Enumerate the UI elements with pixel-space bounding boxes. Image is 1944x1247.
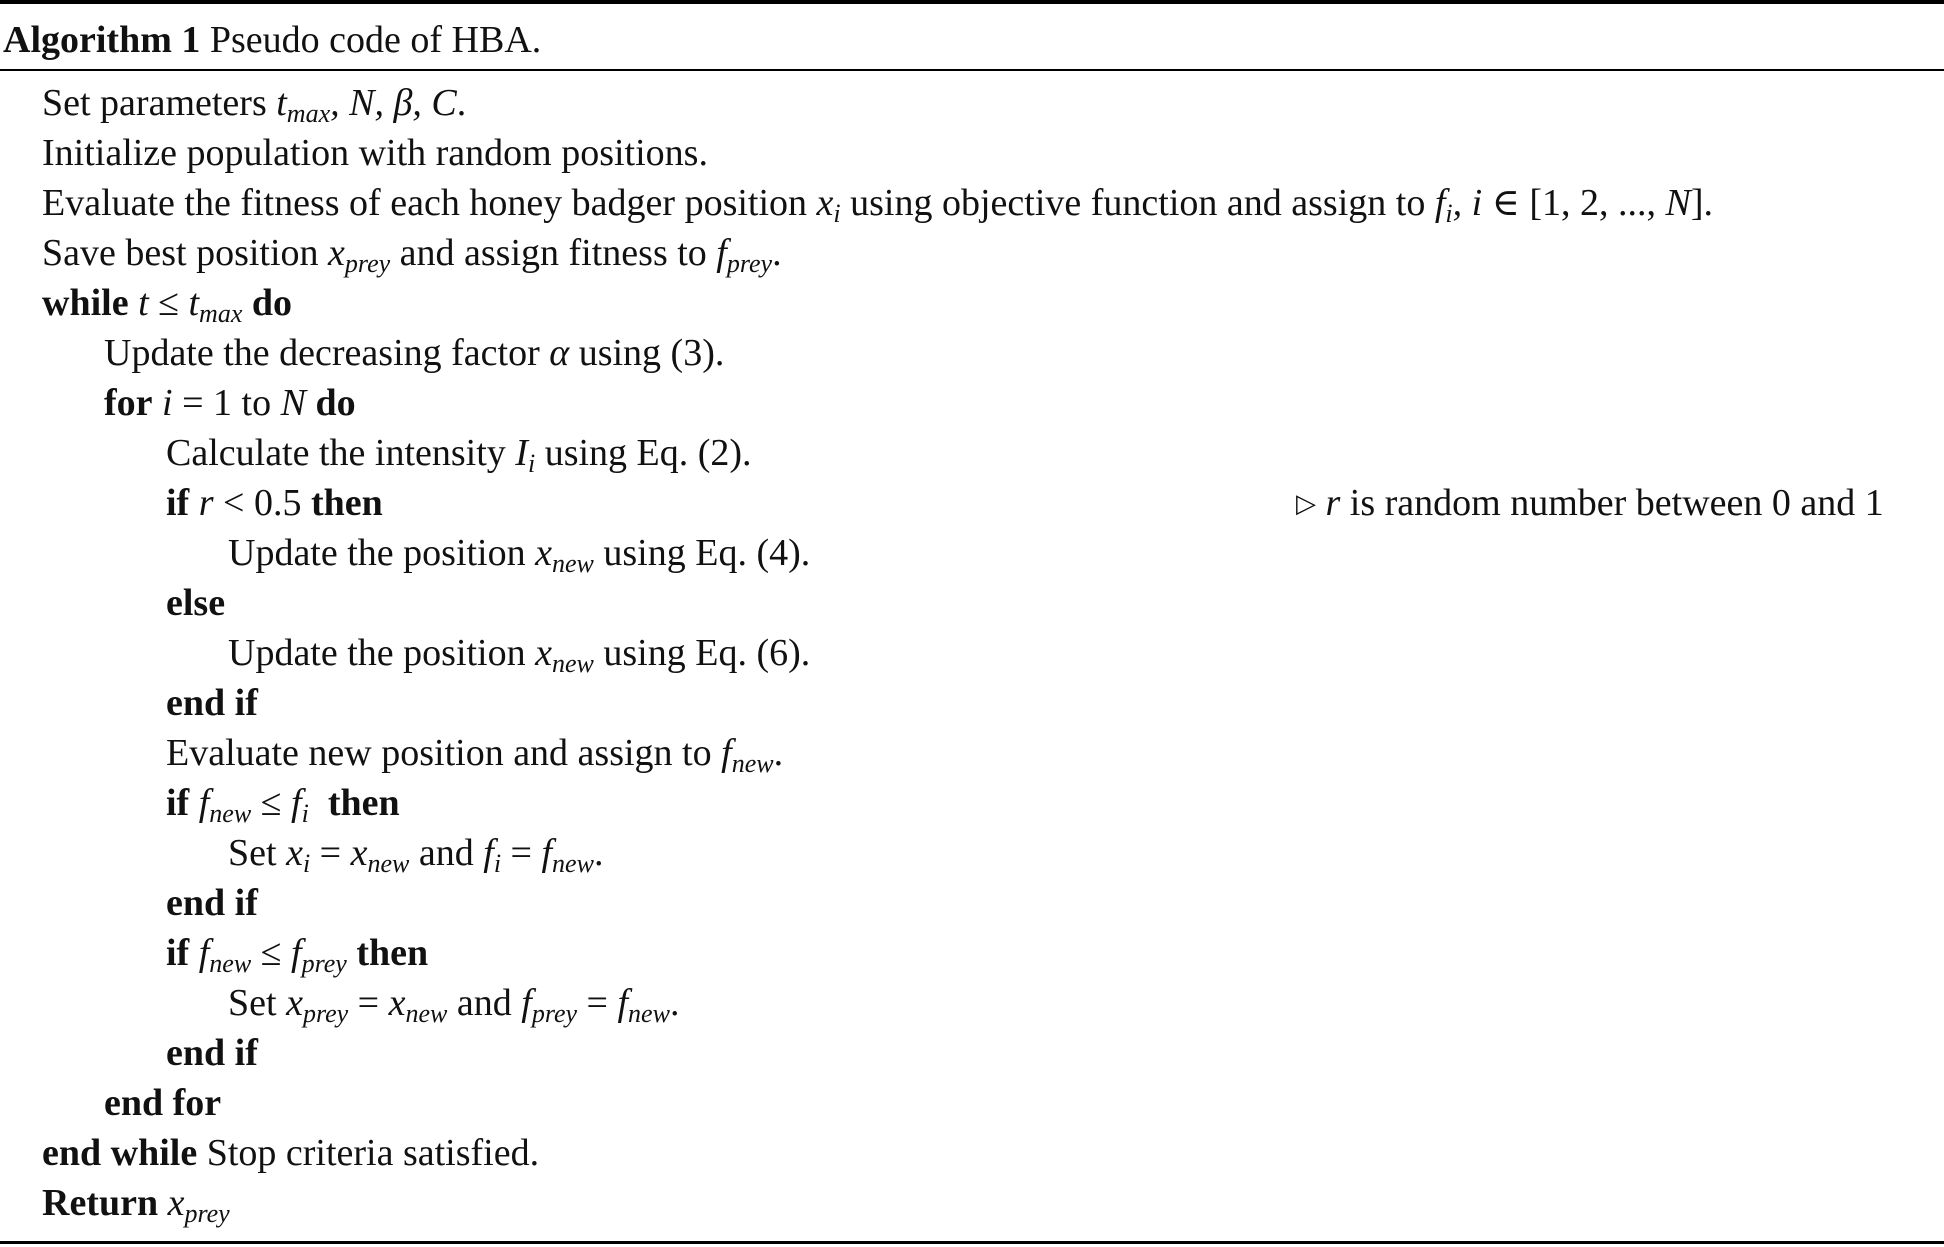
algo-line-17: end if	[166, 882, 258, 924]
algo-line-20: end if	[166, 1032, 258, 1074]
algo-line-2: Initialize population with random positions.	[42, 132, 708, 174]
algo-line-11: else	[166, 582, 226, 624]
algo-line-6: Update the decreasing factor α using (3).	[104, 332, 725, 374]
algo-line-4: Save best position $x_{prey}$ and assign fitness to $f_{prey}$.	[42, 232, 782, 278]
algo-line-12: Update the position $x_{new}$ using Eq. (6).	[228, 632, 811, 678]
algo-line-23: Return $x_{prey}$	[42, 1182, 230, 1228]
algo-line-8: Calculate the intensity $I_i$ using Eq. (2).	[166, 432, 752, 478]
algo-line-5: while $t \le t_{max}$ do	[42, 282, 293, 328]
algo-line-7: for i = 1 to N do	[104, 382, 356, 424]
algo-line-13: end if	[166, 682, 258, 724]
algo-line-3: Evaluate the fitness of each honey badger position $x_i$ using objective function and assign to $f_i$, i ∈ [1, 2, ..., N].	[42, 182, 1713, 228]
algo-comment: ▷ r is random number between 0 and 1	[1296, 482, 1884, 524]
algo-line-10: Update the position $x_{new}$ using Eq. (4).	[228, 532, 811, 578]
algorithm-caption	[3, 17, 541, 63]
algo-line-1: Set parameters $t_{max}$, N, β, C.	[42, 82, 467, 128]
algo-line-9: if r < 0.5 then	[166, 482, 383, 524]
caption-rule	[0, 69, 1944, 71]
algo-line-18: if $f_{new} \le f_{prey}$ then	[166, 932, 429, 978]
caption-text: Pseudo code of HBA.	[209, 19, 542, 61]
algo-line-16: Set $x_i = x_{new}$ and $f_i = f_{new}$.	[228, 832, 604, 878]
algo-line-14: Evaluate new position and assign to $f_{new}$.	[166, 732, 784, 778]
top-rule	[0, 0, 1944, 4]
algo-line-22: end while Stop criteria satisfied.	[42, 1132, 540, 1174]
bottom-rule	[0, 1241, 1944, 1244]
algo-line-15: if $f_{new} \le f_i$ then	[166, 782, 400, 828]
algo-line-21: end for	[104, 1082, 222, 1124]
algo-line-19: Set $x_{prey} = x_{new}$ and $f_{prey} = f_{new}$.	[228, 982, 680, 1028]
comment-triangle-icon: ▷	[1296, 489, 1316, 518]
caption-label: Algorithm 1	[3, 19, 201, 61]
